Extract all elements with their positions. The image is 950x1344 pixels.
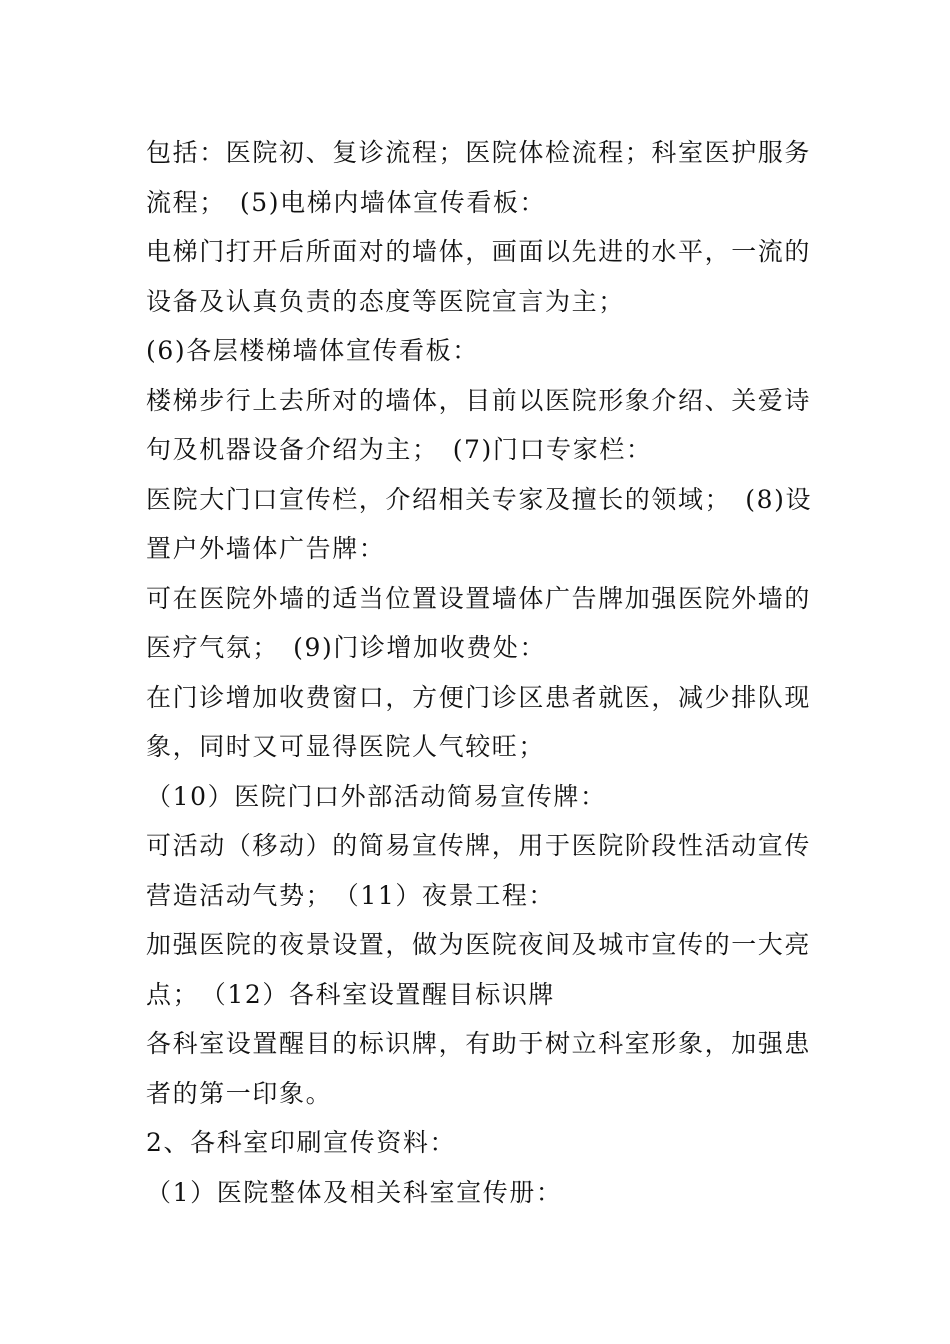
text-line: 加强医院的夜景设置，做为医院夜间及城市宣传的一大亮 xyxy=(146,930,812,959)
text-line: (6)各层楼梯墙体宣传看板： xyxy=(146,336,479,365)
text-line: 象，同时又可显得医院人气较旺； xyxy=(146,732,546,761)
section-heading: 2、各科室印刷宣传资料： xyxy=(146,1128,457,1157)
text-line: 句及机器设备介绍为主； (7)门口专家栏： xyxy=(146,435,653,464)
text-line: 各科室设置醒目的标识牌，有助于树立科室形象，加强患 xyxy=(146,1029,812,1058)
text-line: 医院大门口宣传栏，介绍相关专家及擅长的领域； (8)设 xyxy=(146,484,813,514)
text-line: 医疗气氛； (9)门诊增加收费处： xyxy=(146,633,547,662)
text-line: 点； （12）各科室设置醒目标识牌 xyxy=(146,979,556,1009)
text-line: 可活动（移动）的简易宣传牌，用于医院阶段性活动宣传 xyxy=(146,831,812,860)
text-line: 设备及认真负责的态度等医院宣言为主； xyxy=(146,286,625,316)
body-text xyxy=(146,128,811,1217)
text-line: 者的第一印象。 xyxy=(146,1078,333,1108)
text-line: 包括：医院初、复诊流程；医院体检流程；科室医护服务 xyxy=(146,138,812,167)
text-line: 置户外墙体广告牌： xyxy=(146,534,386,563)
text-line: （10）医院门口外部活动简易宣传牌： xyxy=(146,781,607,811)
text-line: （1）医院整体及相关科室宣传册： xyxy=(146,1177,563,1207)
text-line: 营造活动气势； （11）夜景工程： xyxy=(146,880,556,910)
text-line: 电梯门打开后所面对的墙体，画面以先进的水平，一流的 xyxy=(146,237,812,266)
text-line: 在门诊增加收费窗口，方便门诊区患者就医，减少排队现 xyxy=(146,682,812,712)
text-line: 可在医院外墙的适当位置设置墙体广告牌加强医院外墙的 xyxy=(146,583,812,613)
text-line: 流程； (5)电梯内墙体宣传看板： xyxy=(146,187,547,217)
text-line: 楼梯步行上去所对的墙体，目前以医院形象介绍、关爱诗 xyxy=(146,385,812,415)
